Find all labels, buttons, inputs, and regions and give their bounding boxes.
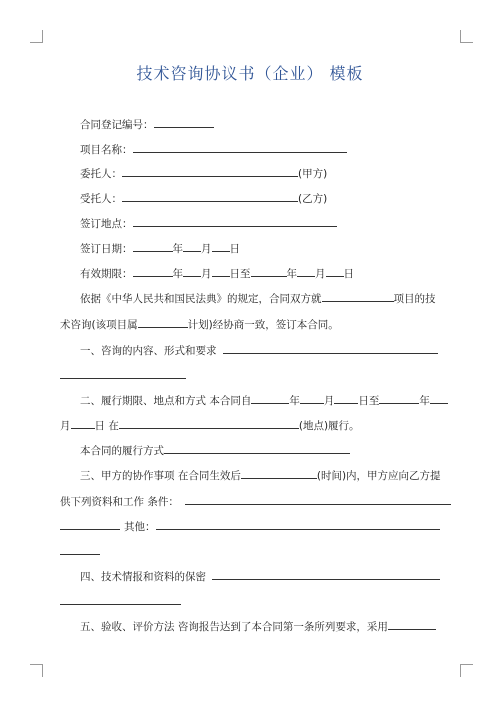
year-label: 年 — [419, 395, 430, 407]
s2-end-month-blank-start[interactable] — [430, 392, 448, 404]
crop-mark-top-right — [460, 30, 473, 43]
section-3-text-b: (时间)内，甲方应向乙方提 — [316, 470, 441, 482]
client-label: 委托人： — [80, 168, 122, 180]
section-3-text-a: 三、甲方的协作事项 在合同生效后 — [80, 470, 241, 482]
s3-time-blank[interactable] — [241, 467, 317, 479]
sign-month-blank[interactable] — [183, 240, 201, 252]
section-3-line-2 — [60, 493, 451, 509]
valid-start-day-blank[interactable] — [212, 265, 230, 277]
contract-no-blank[interactable] — [154, 116, 214, 128]
valid-end-month-blank[interactable] — [297, 265, 315, 277]
contract-no-row — [80, 116, 214, 132]
s2-start-month-blank[interactable] — [300, 392, 324, 404]
intro-text-b: 项目的技 — [393, 293, 436, 305]
section-2-text-way: 本合同的履行方式 — [80, 445, 164, 457]
valid-end-day-blank[interactable] — [326, 265, 344, 277]
month-label: 月 — [60, 420, 71, 432]
s3-conditions-blank-continued[interactable] — [60, 518, 120, 530]
valid-period-label: 有效期限： — [80, 268, 133, 280]
s2-start-year-blank[interactable] — [251, 392, 289, 404]
s3-other-blank-continued[interactable] — [60, 554, 100, 555]
intro-text-c: 术咨询(该项目属 — [60, 319, 138, 331]
project-name-label: 项目名称： — [80, 144, 133, 156]
day-to-label: 日至 — [229, 268, 251, 280]
sign-date-row — [80, 240, 240, 256]
client-row — [80, 165, 327, 181]
section-2-line-2 — [60, 417, 360, 433]
section-2-text-in: 日 在 — [94, 420, 119, 432]
sign-place-label: 签订地点： — [80, 218, 133, 230]
crop-mark-bottom-left — [30, 664, 43, 677]
section-1-blank[interactable] — [223, 342, 438, 354]
section-1-heading — [80, 342, 438, 358]
intro-plan-blank[interactable] — [138, 316, 188, 328]
section-4-blank-continued[interactable] — [60, 604, 181, 605]
sign-day-blank[interactable] — [212, 240, 230, 252]
section-2-text-a: 二、履行期限、地点和方式 本合同自 — [80, 395, 252, 407]
intro-text-d: 计划)经协商一致，签订本合同。 — [187, 319, 339, 331]
consultant-label: 受托人： — [80, 193, 122, 205]
section-4-blank[interactable] — [212, 568, 440, 580]
client-blank[interactable] — [122, 165, 298, 177]
consultant-suffix: (乙方) — [298, 193, 328, 205]
s2-way-blank[interactable] — [164, 442, 350, 454]
s2-start-day-blank[interactable] — [334, 392, 358, 404]
year-label: 年 — [289, 395, 300, 407]
project-name-row — [80, 141, 347, 157]
sign-date-label: 签订日期： — [80, 243, 133, 255]
project-name-blank[interactable] — [133, 141, 347, 153]
day-to-label: 日至 — [358, 395, 380, 407]
sign-place-blank[interactable] — [133, 215, 337, 227]
year-label: 年 — [172, 268, 183, 280]
sign-year-blank[interactable] — [133, 240, 173, 252]
section-3-line-1 — [80, 467, 441, 483]
section-4-text: 四、技术情报和资料的保密 — [80, 571, 206, 583]
section-4-heading — [80, 568, 440, 584]
intro-line-2 — [60, 316, 339, 332]
s2-place-blank[interactable] — [119, 417, 299, 429]
section-5-heading — [80, 618, 436, 634]
intro-project-blank[interactable] — [322, 290, 394, 302]
s2-end-day-blank[interactable] — [71, 417, 95, 429]
intro-line-1 — [80, 290, 436, 306]
s3-other-blank[interactable] — [156, 518, 440, 530]
section-1-text: 一、咨询的内容、形式和要求 — [80, 345, 217, 357]
section-2-text-place: (地点)履行。 — [298, 420, 360, 432]
day-label: 日 — [229, 243, 240, 255]
valid-start-month-blank[interactable] — [183, 265, 201, 277]
s2-end-year-blank[interactable] — [379, 392, 419, 404]
valid-end-year-blank[interactable] — [251, 265, 287, 277]
year-label: 年 — [286, 268, 297, 280]
month-label: 月 — [201, 243, 212, 255]
valid-period-row — [80, 265, 354, 281]
valid-start-year-blank[interactable] — [133, 265, 173, 277]
year-label: 年 — [172, 243, 183, 255]
section-2-line-1 — [80, 392, 448, 408]
contract-no-label: 合同登记编号： — [80, 119, 154, 131]
consultant-blank[interactable] — [122, 190, 298, 202]
day-label: 日 — [343, 268, 354, 280]
document-title: 技术咨询协议书（企业） 模板 — [136, 64, 364, 83]
crop-mark-bottom-right — [460, 664, 473, 677]
sign-place-row — [80, 215, 337, 231]
section-3-text-c: 供下列资料和工作 条件： — [60, 496, 179, 508]
crop-mark-top-left — [30, 30, 43, 43]
client-suffix: (甲方) — [298, 168, 328, 180]
section-1-blank-continued[interactable] — [60, 378, 186, 379]
section-3-line-3 — [60, 518, 440, 534]
consultant-row — [80, 190, 327, 206]
section-2-line-3 — [80, 442, 350, 458]
s3-conditions-blank[interactable] — [185, 493, 451, 505]
intro-text-a: 依据《中华人民共和国民法典》的规定，合同双方就 — [80, 293, 322, 305]
section-3-text-other: 其他： — [124, 521, 156, 533]
month-label: 月 — [323, 395, 335, 407]
month-label: 月 — [201, 268, 212, 280]
section-5-blank[interactable] — [388, 618, 436, 630]
section-5-text: 五、验收、评价方法 咨询报告达到了本合同第一条所列要求，采用 — [80, 621, 388, 633]
month-label: 月 — [315, 268, 326, 280]
